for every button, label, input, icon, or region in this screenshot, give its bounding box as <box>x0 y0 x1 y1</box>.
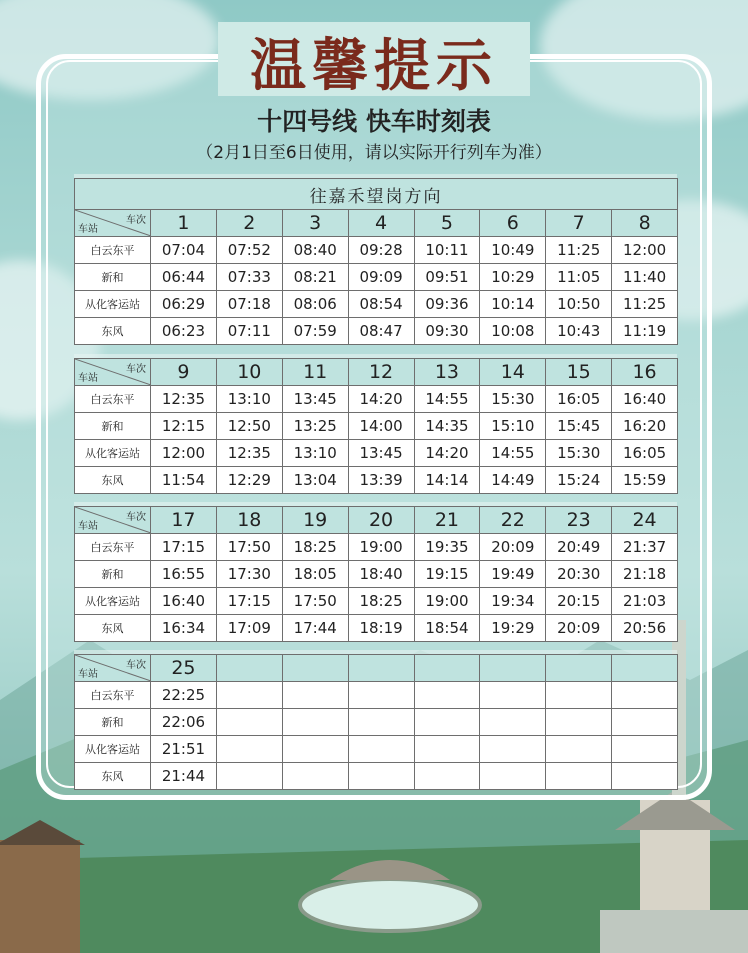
table-row <box>75 561 678 588</box>
departure-time <box>546 763 612 790</box>
departure-time: 19:15 <box>414 561 480 588</box>
corner-cell <box>75 655 151 682</box>
timetable-block <box>74 358 678 494</box>
departure-time: 06:44 <box>151 264 217 291</box>
departure-time <box>348 736 414 763</box>
departure-time: 08:06 <box>282 291 348 318</box>
train-number-row <box>75 507 678 534</box>
departure-time <box>546 682 612 709</box>
train-number: 16 <box>612 359 678 386</box>
departure-time <box>414 682 480 709</box>
station-name: 从化客运站 <box>75 736 151 763</box>
table-row <box>75 615 678 642</box>
departure-time: 21:51 <box>151 736 217 763</box>
departure-time: 14:55 <box>414 386 480 413</box>
departure-time: 16:40 <box>612 386 678 413</box>
departure-time: 15:24 <box>546 467 612 494</box>
timetable-block <box>74 178 678 345</box>
train-number-row <box>75 655 678 682</box>
departure-time: 22:25 <box>151 682 217 709</box>
departure-time: 16:20 <box>612 413 678 440</box>
departure-time: 11:25 <box>612 291 678 318</box>
line-subtitle: 十四号线 快车时刻表 <box>257 107 491 136</box>
train-number: 6 <box>480 210 546 237</box>
station-name: 新和 <box>75 264 151 291</box>
departure-time: 10:11 <box>414 237 480 264</box>
departure-time: 21:44 <box>151 763 217 790</box>
departure-time: 14:20 <box>414 440 480 467</box>
departure-time: 18:19 <box>348 615 414 642</box>
departure-time <box>612 709 678 736</box>
departure-time: 09:28 <box>348 237 414 264</box>
departure-time <box>546 736 612 763</box>
departure-time <box>216 709 282 736</box>
station-name: 新和 <box>75 561 151 588</box>
train-number: 15 <box>546 359 612 386</box>
departure-time: 21:18 <box>612 561 678 588</box>
timetable-block <box>74 654 678 790</box>
departure-time <box>480 682 546 709</box>
station-name: 东风 <box>75 615 151 642</box>
train-number-row <box>75 210 678 237</box>
departure-time: 12:35 <box>216 440 282 467</box>
departure-time <box>348 682 414 709</box>
station-name: 从化客运站 <box>75 440 151 467</box>
station-name: 新和 <box>75 413 151 440</box>
departure-time: 09:51 <box>414 264 480 291</box>
departure-time: 19:49 <box>480 561 546 588</box>
table-row <box>75 467 678 494</box>
usage-note: （2月1日至6日使用，请以实际开行列车为准） <box>196 143 552 163</box>
table-row <box>75 588 678 615</box>
departure-time <box>216 763 282 790</box>
train-number: 12 <box>348 359 414 386</box>
departure-time <box>546 709 612 736</box>
departure-time: 14:14 <box>414 467 480 494</box>
corner-cell <box>75 507 151 534</box>
timetable-block <box>74 506 678 642</box>
departure-time: 10:43 <box>546 318 612 345</box>
departure-time: 10:49 <box>480 237 546 264</box>
departure-time: 10:50 <box>546 291 612 318</box>
departure-time: 13:25 <box>282 413 348 440</box>
departure-time: 21:03 <box>612 588 678 615</box>
departure-time <box>480 763 546 790</box>
departure-time: 10:14 <box>480 291 546 318</box>
departure-time: 19:34 <box>480 588 546 615</box>
departure-time: 17:44 <box>282 615 348 642</box>
departure-time: 07:04 <box>151 237 217 264</box>
station-name: 新和 <box>75 709 151 736</box>
departure-time: 12:50 <box>216 413 282 440</box>
station-name: 白云东平 <box>75 386 151 413</box>
departure-time: 20:30 <box>546 561 612 588</box>
departure-time: 19:29 <box>480 615 546 642</box>
departure-time: 18:25 <box>348 588 414 615</box>
departure-time: 06:23 <box>151 318 217 345</box>
train-number <box>348 655 414 682</box>
departure-time: 20:09 <box>546 615 612 642</box>
train-number: 9 <box>151 359 217 386</box>
train-number <box>546 655 612 682</box>
departure-time: 14:35 <box>414 413 480 440</box>
departure-time <box>348 763 414 790</box>
departure-time: 15:10 <box>480 413 546 440</box>
train-number: 24 <box>612 507 678 534</box>
corner-station-label: 车站 <box>78 373 98 384</box>
train-number: 17 <box>151 507 217 534</box>
table-row <box>75 709 678 736</box>
corner-cell <box>75 210 151 237</box>
departure-time: 08:21 <box>282 264 348 291</box>
departure-time: 19:00 <box>348 534 414 561</box>
departure-time <box>216 682 282 709</box>
train-number: 2 <box>216 210 282 237</box>
station-name: 东风 <box>75 318 151 345</box>
departure-time: 11:19 <box>612 318 678 345</box>
departure-time: 10:29 <box>480 264 546 291</box>
train-number: 8 <box>612 210 678 237</box>
departure-time: 21:37 <box>612 534 678 561</box>
train-number <box>480 655 546 682</box>
table-row <box>75 682 678 709</box>
departure-time: 11:40 <box>612 264 678 291</box>
departure-time: 15:45 <box>546 413 612 440</box>
train-number: 22 <box>480 507 546 534</box>
train-number: 14 <box>480 359 546 386</box>
departure-time: 11:25 <box>546 237 612 264</box>
train-number: 3 <box>282 210 348 237</box>
train-number: 21 <box>414 507 480 534</box>
direction-header: 往嘉禾望岗方向 <box>75 179 678 210</box>
page-title: 温馨提示 <box>250 33 498 99</box>
departure-time <box>282 709 348 736</box>
departure-time: 06:29 <box>151 291 217 318</box>
departure-time: 10:08 <box>480 318 546 345</box>
departure-time <box>414 709 480 736</box>
departure-time: 17:50 <box>216 534 282 561</box>
train-number <box>414 655 480 682</box>
departure-time: 13:10 <box>282 440 348 467</box>
corner-station-label: 车站 <box>78 224 98 235</box>
corner-train-label: 车次 <box>126 215 146 226</box>
departure-time: 13:45 <box>282 386 348 413</box>
departure-time: 15:30 <box>480 386 546 413</box>
table-row <box>75 440 678 467</box>
departure-time: 14:49 <box>480 467 546 494</box>
train-number: 10 <box>216 359 282 386</box>
departure-time: 09:09 <box>348 264 414 291</box>
departure-time <box>612 763 678 790</box>
departure-time: 17:15 <box>216 588 282 615</box>
corner-station-label: 车站 <box>78 669 98 680</box>
departure-time: 20:49 <box>546 534 612 561</box>
departure-time: 09:30 <box>414 318 480 345</box>
corner-cell <box>75 359 151 386</box>
corner-train-label: 车次 <box>126 512 146 523</box>
train-number: 19 <box>282 507 348 534</box>
departure-time: 20:56 <box>612 615 678 642</box>
departure-time: 07:33 <box>216 264 282 291</box>
departure-time: 14:55 <box>480 440 546 467</box>
departure-time: 22:06 <box>151 709 217 736</box>
departure-time <box>282 736 348 763</box>
departure-time: 14:20 <box>348 386 414 413</box>
train-number <box>282 655 348 682</box>
station-name: 东风 <box>75 763 151 790</box>
departure-time: 19:35 <box>414 534 480 561</box>
departure-time <box>612 736 678 763</box>
departure-time: 07:52 <box>216 237 282 264</box>
departure-time: 17:09 <box>216 615 282 642</box>
departure-time: 07:11 <box>216 318 282 345</box>
departure-time: 11:05 <box>546 264 612 291</box>
station-name: 东风 <box>75 467 151 494</box>
departure-time: 16:40 <box>151 588 217 615</box>
departure-time <box>612 682 678 709</box>
departure-time: 16:34 <box>151 615 217 642</box>
departure-time: 07:59 <box>282 318 348 345</box>
train-number: 1 <box>151 210 217 237</box>
departure-time: 17:50 <box>282 588 348 615</box>
station-name: 从化客运站 <box>75 291 151 318</box>
departure-time: 13:45 <box>348 440 414 467</box>
departure-time <box>348 709 414 736</box>
table-row <box>75 318 678 345</box>
train-number: 11 <box>282 359 348 386</box>
table-row <box>75 386 678 413</box>
train-number-row <box>75 359 678 386</box>
departure-time: 18:05 <box>282 561 348 588</box>
departure-time: 20:09 <box>480 534 546 561</box>
train-number <box>612 655 678 682</box>
table-row <box>75 736 678 763</box>
departure-time: 12:35 <box>151 386 217 413</box>
departure-time: 08:47 <box>348 318 414 345</box>
table-row <box>75 264 678 291</box>
departure-time <box>216 736 282 763</box>
departure-time: 16:55 <box>151 561 217 588</box>
station-name: 白云东平 <box>75 682 151 709</box>
departure-time: 12:29 <box>216 467 282 494</box>
train-number: 7 <box>546 210 612 237</box>
corner-station-label: 车站 <box>78 521 98 532</box>
train-number: 23 <box>546 507 612 534</box>
departure-time: 12:00 <box>612 237 678 264</box>
departure-time: 13:10 <box>216 386 282 413</box>
train-number: 18 <box>216 507 282 534</box>
train-number: 4 <box>348 210 414 237</box>
train-number: 20 <box>348 507 414 534</box>
departure-time: 18:40 <box>348 561 414 588</box>
table-row <box>75 534 678 561</box>
departure-time: 13:04 <box>282 467 348 494</box>
train-number: 13 <box>414 359 480 386</box>
table-row <box>75 413 678 440</box>
departure-time: 08:40 <box>282 237 348 264</box>
departure-time: 18:54 <box>414 615 480 642</box>
departure-time: 17:15 <box>151 534 217 561</box>
departure-time: 15:59 <box>612 467 678 494</box>
table-row <box>75 237 678 264</box>
table-row <box>75 763 678 790</box>
departure-time: 12:15 <box>151 413 217 440</box>
corner-train-label: 车次 <box>126 660 146 671</box>
departure-time: 13:39 <box>348 467 414 494</box>
departure-time: 18:25 <box>282 534 348 561</box>
departure-time <box>282 763 348 790</box>
departure-time: 12:00 <box>151 440 217 467</box>
train-number: 5 <box>414 210 480 237</box>
departure-time: 16:05 <box>612 440 678 467</box>
departure-time: 14:00 <box>348 413 414 440</box>
departure-time <box>480 709 546 736</box>
station-name: 白云东平 <box>75 237 151 264</box>
departure-time <box>282 682 348 709</box>
departure-time: 17:30 <box>216 561 282 588</box>
departure-time: 19:00 <box>414 588 480 615</box>
departure-time <box>480 736 546 763</box>
table-row <box>75 291 678 318</box>
departure-time: 07:18 <box>216 291 282 318</box>
departure-time: 16:05 <box>546 386 612 413</box>
station-name: 从化客运站 <box>75 588 151 615</box>
departure-time: 15:30 <box>546 440 612 467</box>
departure-time: 11:54 <box>151 467 217 494</box>
departure-time: 20:15 <box>546 588 612 615</box>
train-number <box>216 655 282 682</box>
departure-time <box>414 736 480 763</box>
departure-time: 08:54 <box>348 291 414 318</box>
train-number: 25 <box>151 655 217 682</box>
station-name: 白云东平 <box>75 534 151 561</box>
departure-time <box>414 763 480 790</box>
corner-train-label: 车次 <box>126 364 146 375</box>
departure-time: 09:36 <box>414 291 480 318</box>
